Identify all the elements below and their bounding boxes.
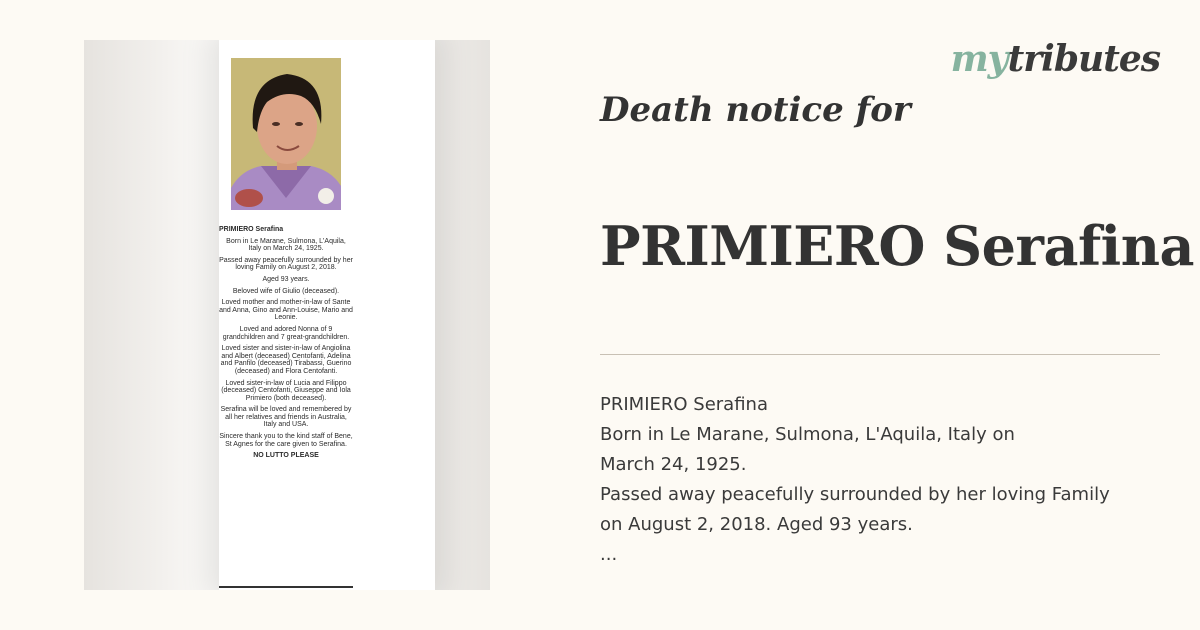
excerpt-line: Born in Le Marane, Sulmona, L'Aquila, Italy on	[600, 424, 1015, 445]
newspaper-clipping	[219, 40, 435, 590]
clipping-bottom-rule	[219, 586, 353, 588]
clipping-paragraph: Sincere thank you to the kind staff of Bene, St Agnes for the care given to Serafina.	[219, 433, 353, 448]
mytributes-logo[interactable]	[951, 38, 1160, 80]
notice-text	[219, 226, 353, 460]
notice-image-panel	[84, 40, 490, 590]
logo-prefix: my	[950, 38, 1008, 80]
clipping-closing: NO LUTTO PLEASE	[253, 452, 319, 460]
excerpt-line: Passed away peacefully surrounded by her loving Family	[600, 484, 1110, 505]
excerpt-line: on August 2, 2018. Aged 93 years.	[600, 514, 913, 535]
clipping-paragraph: Aged 93 years.	[262, 275, 310, 283]
clipping-paragraph: Loved mother and mother-in-law of Sante and Anna, Gino and Ann-Louise, Mario and Leonie.	[219, 299, 353, 322]
clipping-name: PRIMIERO Serafina	[219, 226, 284, 233]
divider	[600, 354, 1160, 355]
clipping-paragraph: Born in Le Marane, Sulmona, L'Aquila, Italy on March 24, 1925.	[226, 237, 346, 253]
excerpt-line: PRIMIERO Serafina	[600, 394, 768, 415]
clipping-paragraph: Passed away peacefully surrounded by her loving Family on August 2, 2018.	[219, 256, 353, 272]
clipping-paragraph: Loved and adored Nonna of 9 grandchildren and 7 great-grandchildren.	[222, 325, 350, 341]
clipping-paragraph: Beloved wife of Giulio (deceased).	[232, 287, 340, 295]
portrait-photo	[231, 58, 341, 210]
clipping-paragraph: Loved sister and sister-in-law of Angiolina and Albert (deceased) Centofanti, Adelina and Panfilo (deceased) Tirabassi, Guerino (deceased) and Flora Centofanti.	[220, 345, 352, 375]
clipping-paragraph: Loved sister-in-law of Lucia and Filippo (deceased) Centofanti, Giuseppe and Iola Primiero (both deceased).	[221, 379, 351, 402]
excerpt-ellipsis: ...	[600, 544, 618, 565]
logo-suffix: tributes	[1007, 38, 1160, 80]
excerpt-line: March 24, 1925.	[600, 454, 747, 475]
deceased-name: PRIMIERO Serafina	[600, 214, 1194, 278]
clipping-paragraph: Serafina will be loved and remembered by all her relatives and friends in Australia, Italy and USA.	[220, 406, 352, 429]
notice-kicker: Death notice for	[600, 90, 911, 130]
notice-excerpt	[600, 390, 1185, 570]
